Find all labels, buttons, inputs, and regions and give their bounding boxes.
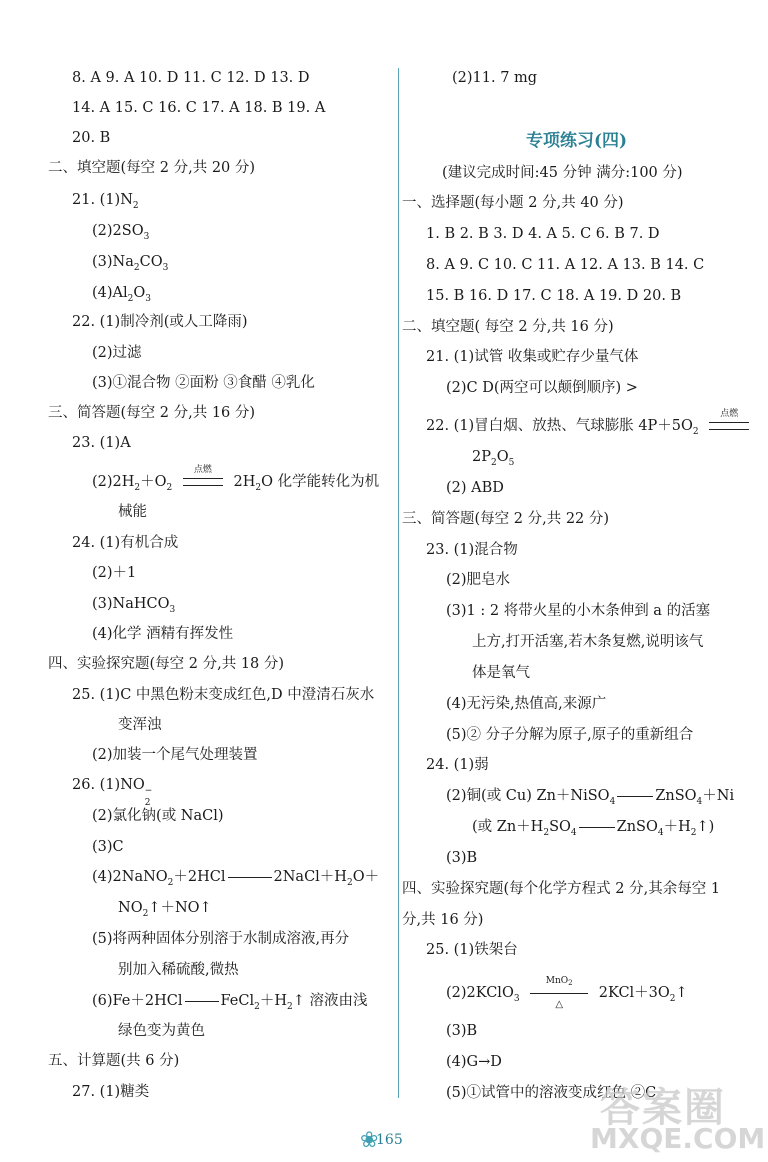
- answer-row: 8. A 9. A 10. D 11. C 12. D 13. D: [72, 70, 310, 86]
- answer-line: 21. (1)试管 收集或贮存少量气体: [426, 349, 639, 365]
- time-limit-note: (建议完成时间:45 分钟 满分:100 分): [442, 165, 683, 181]
- answer-line: (3)①混合物 ②面粉 ③食醋 ④乳化: [92, 375, 315, 391]
- answer-line: 别加入稀硫酸,微热: [118, 962, 239, 978]
- column-divider: [398, 68, 399, 1098]
- answer-line: 25. (1)C 中黑色粉末变成红色,D 中澄清石灰水: [72, 687, 375, 703]
- section-heading: 二、填空题(每空 2 分,共 20 分): [48, 160, 256, 176]
- answer-line: 绿色变为黄色: [118, 1023, 205, 1039]
- section-heading: 四、实验探究题(每空 2 分,共 18 分): [48, 656, 285, 672]
- flower-icon: ❀: [360, 1128, 379, 1153]
- section-heading: 分,共 16 分): [402, 912, 484, 928]
- section-heading: 一、选择题(每小题 2 分,共 40 分): [402, 195, 624, 211]
- answer-line: (2)＋1: [92, 565, 137, 581]
- answer-row: 14. A 15. C 16. C 17. A 18. B 19. A: [72, 100, 326, 116]
- answer-line: (2)氯化钠(或 NaCl): [92, 808, 224, 824]
- answer-line: (3)B: [446, 1023, 478, 1039]
- answer-line: (3)NaHCO$_3$: [92, 596, 176, 615]
- answer-line: 23. (1)混合物: [426, 542, 518, 558]
- answer-line: (3)1 : 2 将带火星的小木条伸到 a 的活塞: [446, 603, 711, 619]
- answer-line: 上方,打开活塞,若木条复燃,说明该气: [472, 634, 704, 650]
- equation-line: (或 $Zn+H_2SO_4$ $ZnSO_4+H_2↑$): [472, 819, 715, 838]
- equation-line: $NO_2↑+NO↑$: [118, 900, 212, 919]
- answer-line: (2)肥皂水: [446, 572, 511, 588]
- answer-line: (2)过滤: [92, 345, 142, 361]
- answer-line: (4)无污染,热值高,来源广: [446, 696, 607, 712]
- answer-line: 22. (1)制冷剂(或人工降雨): [72, 314, 248, 330]
- equation-line: (2)2KClO$_3$ MnO$_2$ △ $2KCl+3O_2↑$: [446, 976, 688, 1010]
- answer-line: (5)①试管中的溶液变成红色 ②C: [446, 1085, 657, 1101]
- answer-line: $(3)Na_2CO_3$: [92, 254, 169, 273]
- answer-line: 25. (1)铁架台: [426, 942, 518, 958]
- watermark-logo: 答案圈: [600, 1085, 726, 1131]
- answer-row: 8. A 9. C 10. C 11. A 12. A 13. B 14. C: [426, 257, 705, 273]
- section-heading: 五、计算题(共 6 分): [48, 1053, 180, 1069]
- answer-line: 21. $(1)N_2$: [72, 192, 139, 211]
- reaction-condition: MnO$_2$ △: [524, 983, 594, 1003]
- page-number: 165: [376, 1132, 403, 1148]
- answer-line: (2)C D(两空可以颠倒顺序) >: [446, 380, 638, 396]
- answer-line: 26. (1)NO − 2: [72, 777, 153, 808]
- answer-line: (3)C: [92, 839, 124, 855]
- watermark-url: MXQE.COM: [590, 1122, 766, 1155]
- answer-line: (4)化学 酒精有挥发性: [92, 626, 234, 642]
- reaction-condition: 点燃: [703, 416, 755, 436]
- answer-line: 27. (1)糖类: [72, 1084, 150, 1100]
- section-title: 专项练习(四): [526, 131, 628, 151]
- equation-line: (4)2NaNO$_2$＋2HCl $2NaCl+H_2O+$: [92, 869, 380, 888]
- answer-row: 1. B 2. B 3. D 4. A 5. C 6. B 7. D: [426, 226, 660, 242]
- answer-line: (2)11. 7 mg: [452, 70, 538, 86]
- equation-line: (6)Fe＋2HCl $FeCl_2+H_2↑$ 溶液由浅: [92, 993, 368, 1012]
- answer-line: (2) ABD: [446, 480, 504, 496]
- answer-line: 23. (1)A: [72, 435, 131, 451]
- answer-line: 械能: [118, 504, 147, 520]
- equation-line: $(2)2H_2+O_2$ 点燃 $2H_2O$ 化学能转化为机: [92, 465, 380, 493]
- section-heading: 三、简答题(每空 2 分,共 16 分): [48, 405, 256, 421]
- answer-line: 24. (1)弱: [426, 757, 489, 773]
- answer-line: (5)将两种固体分别溶于水制成溶液,再分: [92, 931, 350, 947]
- section-heading: 二、填空题( 每空 2 分,共 16 分): [402, 319, 614, 335]
- answer-line: $(4)Al_2O_3$: [92, 285, 152, 304]
- section-heading: 三、简答题(每空 2 分,共 22 分): [402, 511, 610, 527]
- answer-row: 15. B 16. D 17. C 18. A 19. D 20. B: [426, 288, 682, 304]
- answer-line: (5)② 分子分解为原子,原子的重新组合: [446, 727, 694, 743]
- answer-line: (4)G→D: [446, 1054, 502, 1070]
- answer-line: (2)加装一个尾气处理装置: [92, 747, 258, 763]
- equation-line: $2P_2O_5$: [472, 449, 515, 468]
- answer-row: 20. B: [72, 130, 111, 146]
- equation-line: (2)铜(或 Cu) Zn＋NiSO$_4$ ZnSO$_4$＋Ni: [446, 788, 735, 807]
- section-heading: 四、实验探究题(每个化学方程式 2 分,其余每空 1: [402, 881, 721, 897]
- reaction-condition: 点燃: [177, 472, 229, 492]
- answer-line: $(2)2SO_3$: [92, 223, 150, 242]
- equation-line: 22. (1)冒白烟、放热、气球膨胀 $4P+5O_2$ 点燃: [426, 416, 755, 438]
- answer-line: 24. (1)有机合成: [72, 535, 179, 551]
- answer-line: 变浑浊: [118, 717, 162, 733]
- answer-line: (3)B: [446, 850, 478, 866]
- answer-line: 体是氧气: [472, 665, 530, 681]
